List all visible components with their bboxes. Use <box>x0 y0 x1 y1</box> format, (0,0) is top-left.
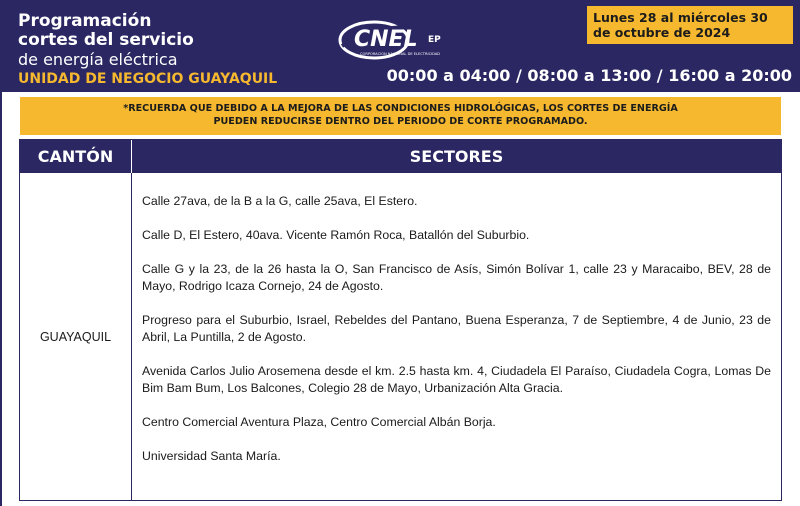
program-title <box>18 12 194 69</box>
logo-wordmark: CNEL <box>354 27 418 52</box>
business-unit-label: UNIDAD DE NEGOCIO GUAYAQUIL <box>18 71 278 87</box>
sector-item: Calle G y la 23, de la 26 hasta la O, San Francisco de Asís, Simón Bolívar 1, calle 23 y Maracaibo, BEV, 28 de Mayo, Rodrigo Icaza Cornejo, 24 de Agosto. <box>142 262 771 293</box>
title-line-3: de energía eléctrica <box>18 50 178 69</box>
cnel-logo <box>336 16 486 64</box>
date-range-box: Lunes 28 al miércoles 30 de octubre de 2024 <box>587 6 793 44</box>
sector-item: Avenida Carlos Julio Arosemena desde el km. 2.5 hasta km. 4, Ciudadela El Paraíso, Ciudadela Cogra, Lomas De Bim Bam Bum, Los Balcones, Colegio 28 de Mayo, Urbanización Alta Gracia. <box>142 364 771 395</box>
notice-line-2: PUEDEN REDUCIRSE DENTRO DEL PERIODO DE CORTE PROGRAMADO. <box>213 116 588 127</box>
sector-item: Centro Comercial Aventura Plaza, Centro Comercial Albán Borja. <box>142 415 496 429</box>
sector-item: Calle 27ava, de la B a la G, calle 25ava, El Estero. <box>142 194 418 208</box>
sectors-cell <box>132 173 781 500</box>
sector-item: Progreso para el Suburbio, Israel, Rebeldes del Pantano, Buena Esperanza, 7 de Septiembre, 4 de Junio, 23 de Abril, La Puntilla, 2 de Agosto. <box>142 313 771 344</box>
canton-cell: GUAYAQUIL <box>39 329 112 344</box>
logo-suffix: EP <box>428 35 441 45</box>
sector-item: Calle D, El Estero, 40ava. Vicente Ramón Roca, Batallón del Suburbio. <box>142 228 530 242</box>
outage-hours: 00:00 a 04:00 / 08:00 a 13:00 / 16:00 a 20:00 <box>386 66 792 85</box>
hydrological-notice <box>20 97 781 135</box>
header-canton: CANTÓN <box>20 140 132 173</box>
title-line-2: cortes del servicio <box>18 30 194 50</box>
header-sectores: SECTORES <box>409 147 504 166</box>
sector-item: Universidad Santa María. <box>142 449 281 463</box>
logo-tagline: CORPORACIÓN NACIONAL DE ELECTRICIDAD <box>360 52 441 56</box>
notice-line-1: *RECUERDA QUE DEBIDO A LA MEJORA DE LAS CONDICIONES HIDROLÓGICAS, LOS CORTES DE ENERGÍA <box>123 103 678 114</box>
outage-table <box>19 139 782 501</box>
left-edge-line <box>0 92 2 506</box>
header-banner <box>0 0 800 92</box>
table-header <box>20 140 781 173</box>
title-line-1: Programación <box>18 11 152 31</box>
